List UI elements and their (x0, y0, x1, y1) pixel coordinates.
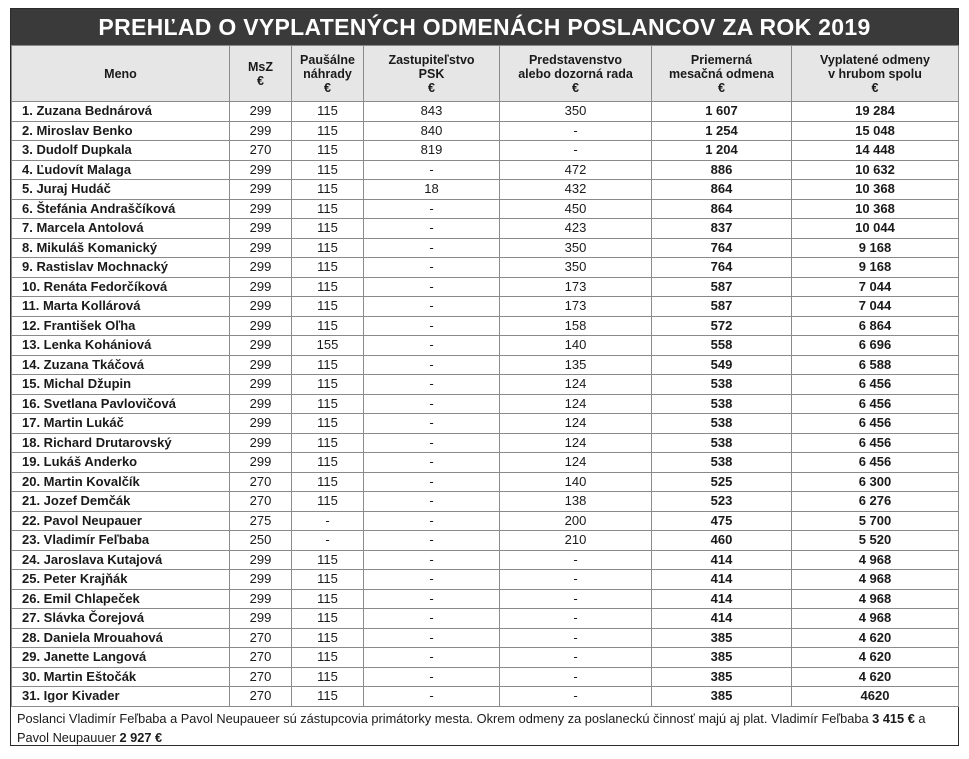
table-row (12, 531, 959, 551)
cell-psk: - (364, 531, 500, 551)
cell-psk: - (364, 297, 500, 317)
cell-pausalne: 115 (292, 238, 364, 258)
cell-name: 9. Rastislav Mochnacký (12, 258, 230, 278)
cell-priemerna: 538 (652, 394, 792, 414)
cell-psk: - (364, 355, 500, 375)
table-row (12, 336, 959, 356)
table-row (12, 394, 959, 414)
cell-pausalne: 115 (292, 297, 364, 317)
cell-priemerna: 385 (652, 667, 792, 687)
cell-spolu: 6 456 (792, 453, 959, 473)
header-line: € (257, 73, 264, 88)
cell-name: 11. Marta Kollárová (12, 297, 230, 317)
cell-predstavenstvo: 350 (500, 258, 652, 278)
cell-msz: 299 (230, 297, 292, 317)
cell-priemerna: 864 (652, 199, 792, 219)
table-row (12, 238, 959, 258)
cell-predstavenstvo: 350 (500, 102, 652, 122)
cell-spolu: 4 968 (792, 550, 959, 570)
table-row (12, 141, 959, 161)
header-msz (230, 46, 292, 102)
table-header-row (12, 46, 959, 102)
cell-psk: - (364, 238, 500, 258)
cell-priemerna: 385 (652, 687, 792, 707)
cell-priemerna: 475 (652, 511, 792, 531)
table-row (12, 628, 959, 648)
cell-msz: 275 (230, 511, 292, 531)
cell-pausalne: 115 (292, 102, 364, 122)
header-line: Vyplatené odmeny (820, 52, 930, 67)
cell-name: 6. Štefánia Andraščíková (12, 199, 230, 219)
cell-msz: 299 (230, 453, 292, 473)
cell-predstavenstvo: - (500, 550, 652, 570)
cell-pausalne: 115 (292, 570, 364, 590)
cell-name: 19. Lukáš Anderko (12, 453, 230, 473)
cell-psk: - (364, 160, 500, 180)
table-row (12, 297, 959, 317)
cell-psk: - (364, 219, 500, 239)
cell-priemerna: 1 204 (652, 141, 792, 161)
table-row (12, 375, 959, 395)
cell-psk: - (364, 667, 500, 687)
cell-predstavenstvo: - (500, 667, 652, 687)
cell-priemerna: 538 (652, 375, 792, 395)
cell-msz: 270 (230, 667, 292, 687)
cell-msz: 299 (230, 199, 292, 219)
cell-msz: 299 (230, 121, 292, 141)
cell-priemerna: 1 254 (652, 121, 792, 141)
table-row (12, 570, 959, 590)
table-row (12, 433, 959, 453)
cell-priemerna: 385 (652, 628, 792, 648)
cell-name: 26. Emil Chlapeček (12, 589, 230, 609)
cell-predstavenstvo: 432 (500, 180, 652, 200)
cell-name: 5. Juraj Hudáč (12, 180, 230, 200)
table-row (12, 219, 959, 239)
table-row (12, 550, 959, 570)
cell-priemerna: 385 (652, 648, 792, 668)
cell-spolu: 6 300 (792, 472, 959, 492)
cell-name: 16. Svetlana Pavlovičová (12, 394, 230, 414)
cell-priemerna: 1 607 (652, 102, 792, 122)
cell-predstavenstvo: - (500, 570, 652, 590)
cell-pausalne: 115 (292, 550, 364, 570)
cell-predstavenstvo: 173 (500, 277, 652, 297)
cell-spolu: 4 968 (792, 570, 959, 590)
cell-predstavenstvo: 140 (500, 472, 652, 492)
cell-msz: 270 (230, 492, 292, 512)
cell-predstavenstvo: 200 (500, 511, 652, 531)
table-row (12, 277, 959, 297)
cell-predstavenstvo: 210 (500, 531, 652, 551)
table-row (12, 121, 959, 141)
cell-name: 17. Martin Lukáč (12, 414, 230, 434)
cell-psk: - (364, 589, 500, 609)
cell-priemerna: 572 (652, 316, 792, 336)
cell-predstavenstvo: 472 (500, 160, 652, 180)
cell-pausalne: 115 (292, 667, 364, 687)
cell-priemerna: 538 (652, 453, 792, 473)
table-row (12, 687, 959, 707)
cell-psk: - (364, 336, 500, 356)
header-line: náhrady (303, 66, 352, 81)
header-line: € (871, 80, 879, 95)
table-row (12, 316, 959, 336)
cell-name: 14. Zuzana Tkáčová (12, 355, 230, 375)
cell-msz: 299 (230, 355, 292, 375)
table-row (12, 667, 959, 687)
cell-predstavenstvo: - (500, 121, 652, 141)
cell-priemerna: 525 (652, 472, 792, 492)
cell-msz: 299 (230, 219, 292, 239)
cell-name: 29. Janette Langová (12, 648, 230, 668)
cell-spolu: 9 168 (792, 238, 959, 258)
cell-pausalne: 115 (292, 492, 364, 512)
cell-priemerna: 414 (652, 550, 792, 570)
header-predstavenstvo (500, 46, 652, 102)
cell-msz: 299 (230, 375, 292, 395)
table-row (12, 492, 959, 512)
cell-spolu: 4620 (792, 687, 959, 707)
cell-msz: 270 (230, 687, 292, 707)
cell-priemerna: 837 (652, 219, 792, 239)
cell-pausalne: 115 (292, 648, 364, 668)
cell-msz: 299 (230, 238, 292, 258)
table-row (12, 472, 959, 492)
cell-pausalne: 115 (292, 628, 364, 648)
header-line: Predstavenstvo (528, 52, 623, 67)
header-line: Meno (104, 66, 137, 81)
header-line: mesačná odmena (669, 66, 774, 81)
cell-msz: 299 (230, 277, 292, 297)
cell-msz: 299 (230, 258, 292, 278)
cell-pausalne: 115 (292, 589, 364, 609)
cell-predstavenstvo: 173 (500, 297, 652, 317)
header-zastupitelstvo-psk (364, 46, 500, 102)
cell-msz: 299 (230, 316, 292, 336)
cell-pausalne: 115 (292, 394, 364, 414)
cell-psk: 18 (364, 180, 500, 200)
cell-name: 3. Dudolf Dupkala (12, 141, 230, 161)
cell-spolu: 6 456 (792, 414, 959, 434)
header-line: PSK (418, 66, 445, 81)
cell-priemerna: 764 (652, 258, 792, 278)
header-meno (12, 46, 230, 102)
cell-spolu: 19 284 (792, 102, 959, 122)
cell-name: 21. Jozef Demčák (12, 492, 230, 512)
footnote (11, 707, 958, 747)
cell-psk: - (364, 609, 500, 629)
cell-pausalne: 115 (292, 687, 364, 707)
cell-name: 20. Martin Kovalčík (12, 472, 230, 492)
cell-spolu: 6 696 (792, 336, 959, 356)
header-vyplatene-odmeny (792, 46, 959, 102)
cell-predstavenstvo: 124 (500, 375, 652, 395)
cell-msz: 299 (230, 609, 292, 629)
report-title: PREHĽAD O VYPLATENÝCH ODMENÁCH POSLANCOV ZA ROK 2019 (11, 9, 958, 45)
cell-psk: - (364, 550, 500, 570)
cell-priemerna: 414 (652, 609, 792, 629)
cell-spolu: 10 632 (792, 160, 959, 180)
cell-psk: - (364, 472, 500, 492)
cell-predstavenstvo: 423 (500, 219, 652, 239)
cell-psk: - (364, 414, 500, 434)
cell-msz: 270 (230, 472, 292, 492)
cell-name: 24. Jaroslava Kutajová (12, 550, 230, 570)
cell-priemerna: 538 (652, 414, 792, 434)
cell-name: 2. Miroslav Benko (12, 121, 230, 141)
cell-msz: 299 (230, 394, 292, 414)
cell-priemerna: 764 (652, 238, 792, 258)
cell-priemerna: 864 (652, 180, 792, 200)
cell-name: 1. Zuzana Bednárová (12, 102, 230, 122)
cell-predstavenstvo: 138 (500, 492, 652, 512)
cell-predstavenstvo: 124 (500, 394, 652, 414)
cell-psk: - (364, 687, 500, 707)
cell-pausalne: 115 (292, 141, 364, 161)
table-row (12, 511, 959, 531)
cell-predstavenstvo: 124 (500, 453, 652, 473)
footnote-text-1: Poslanci Vladimír Feľbaba a Pavol Neupaueer sú zástupcovia primátorky mesta. Okrem odmeny za poslaneckú činnosť majú aj plat. Vladimír Feľbaba (17, 710, 873, 726)
cell-spolu: 10 368 (792, 199, 959, 219)
header-line: € (572, 80, 579, 95)
cell-priemerna: 414 (652, 570, 792, 590)
cell-priemerna: 587 (652, 277, 792, 297)
cell-pausalne: 115 (292, 199, 364, 219)
cell-psk: - (364, 648, 500, 668)
cell-name: 18. Richard Drutarovský (12, 433, 230, 453)
cell-spolu: 15 048 (792, 121, 959, 141)
cell-priemerna: 538 (652, 433, 792, 453)
cell-msz: 299 (230, 550, 292, 570)
table-row (12, 355, 959, 375)
cell-msz: 299 (230, 160, 292, 180)
table-row (12, 180, 959, 200)
cell-pausalne: 115 (292, 609, 364, 629)
cell-msz: 299 (230, 570, 292, 590)
cell-psk: - (364, 511, 500, 531)
header-line: v hrubom spolu (828, 66, 922, 81)
cell-psk: - (364, 316, 500, 336)
cell-spolu: 5 520 (792, 531, 959, 551)
header-priemerna-odmena (652, 46, 792, 102)
header-line: alebo dozorná rada (518, 66, 633, 81)
cell-msz: 270 (230, 141, 292, 161)
cell-name: 30. Martin Eštočák (12, 667, 230, 687)
table-row (12, 160, 959, 180)
cell-spolu: 6 456 (792, 394, 959, 414)
cell-predstavenstvo: - (500, 628, 652, 648)
cell-predstavenstvo: 158 (500, 316, 652, 336)
report-frame (10, 8, 959, 746)
cell-predstavenstvo: - (500, 589, 652, 609)
cell-predstavenstvo: - (500, 687, 652, 707)
cell-name: 12. František Oľha (12, 316, 230, 336)
cell-pausalne: 115 (292, 180, 364, 200)
cell-spolu: 10 368 (792, 180, 959, 200)
cell-psk: - (364, 394, 500, 414)
cell-msz: 299 (230, 180, 292, 200)
cell-psk: - (364, 453, 500, 473)
cell-pausalne: 115 (292, 433, 364, 453)
cell-msz: 299 (230, 414, 292, 434)
cell-predstavenstvo: - (500, 609, 652, 629)
cell-spolu: 4 620 (792, 628, 959, 648)
footnote-amount-2: 2 927 € (119, 729, 163, 745)
cell-predstavenstvo: - (500, 648, 652, 668)
cell-spolu: 6 864 (792, 316, 959, 336)
cell-name: 10. Renáta Fedorčíková (12, 277, 230, 297)
cell-psk: - (364, 628, 500, 648)
cell-spolu: 14 448 (792, 141, 959, 161)
header-line: Priemerná (690, 52, 753, 67)
cell-priemerna: 587 (652, 297, 792, 317)
cell-pausalne: 115 (292, 375, 364, 395)
cell-pausalne: 115 (292, 160, 364, 180)
cell-msz: 270 (230, 628, 292, 648)
cell-priemerna: 549 (652, 355, 792, 375)
cell-psk: 819 (364, 141, 500, 161)
table-row (12, 648, 959, 668)
payments-table (11, 45, 959, 707)
table-row (12, 589, 959, 609)
cell-priemerna: 523 (652, 492, 792, 512)
cell-pausalne: 115 (292, 121, 364, 141)
footnote-amount-1: 3 415 € (872, 710, 915, 726)
cell-pausalne: - (292, 511, 364, 531)
cell-psk: - (364, 375, 500, 395)
cell-psk: 843 (364, 102, 500, 122)
cell-pausalne: 115 (292, 472, 364, 492)
header-line: Zastupiteľstvo (388, 52, 475, 67)
cell-name: 27. Slávka Čorejová (12, 609, 230, 629)
cell-name: 23. Vladimír Feľbaba (12, 531, 230, 551)
table-row (12, 199, 959, 219)
cell-spolu: 5 700 (792, 511, 959, 531)
cell-spolu: 6 588 (792, 355, 959, 375)
cell-msz: 299 (230, 102, 292, 122)
cell-name: 15. Michal Džupin (12, 375, 230, 395)
cell-predstavenstvo: 135 (500, 355, 652, 375)
table-row (12, 414, 959, 434)
cell-msz: 299 (230, 336, 292, 356)
cell-pausalne: 115 (292, 316, 364, 336)
cell-predstavenstvo: 450 (500, 199, 652, 219)
cell-pausalne: 115 (292, 219, 364, 239)
cell-predstavenstvo: 124 (500, 433, 652, 453)
cell-pausalne: 115 (292, 355, 364, 375)
cell-priemerna: 414 (652, 589, 792, 609)
table-row (12, 453, 959, 473)
cell-name: 13. Lenka Kohániová (12, 336, 230, 356)
header-line: € (428, 80, 435, 95)
cell-priemerna: 460 (652, 531, 792, 551)
cell-spolu: 4 968 (792, 609, 959, 629)
cell-psk: - (364, 258, 500, 278)
cell-psk: - (364, 277, 500, 297)
cell-name: 22. Pavol Neupauer (12, 511, 230, 531)
table-body (12, 102, 959, 707)
header-line: Paušálne (300, 52, 355, 67)
cell-priemerna: 558 (652, 336, 792, 356)
cell-msz: 299 (230, 589, 292, 609)
cell-msz: 250 (230, 531, 292, 551)
cell-priemerna: 886 (652, 160, 792, 180)
cell-predstavenstvo: 124 (500, 414, 652, 434)
cell-msz: 299 (230, 433, 292, 453)
cell-predstavenstvo: 140 (500, 336, 652, 356)
cell-name: 25. Peter Krajňák (12, 570, 230, 590)
cell-pausalne: - (292, 531, 364, 551)
header-line: MsZ (248, 59, 273, 74)
cell-spolu: 9 168 (792, 258, 959, 278)
footnote-text-2: a Pavol Neupauuer (17, 710, 926, 745)
cell-spolu: 6 456 (792, 375, 959, 395)
cell-name: 8. Mikuláš Komanický (12, 238, 230, 258)
cell-msz: 270 (230, 648, 292, 668)
cell-predstavenstvo: 350 (500, 238, 652, 258)
cell-psk: - (364, 199, 500, 219)
cell-psk: - (364, 492, 500, 512)
cell-spolu: 4 968 (792, 589, 959, 609)
cell-name: 31. Igor Kivader (12, 687, 230, 707)
header-pausalne-nahrady (292, 46, 364, 102)
cell-pausalne: 115 (292, 258, 364, 278)
cell-psk: - (364, 433, 500, 453)
cell-spolu: 7 044 (792, 277, 959, 297)
cell-spolu: 6 456 (792, 433, 959, 453)
table-row (12, 609, 959, 629)
cell-name: 7. Marcela Antolová (12, 219, 230, 239)
table-row (12, 258, 959, 278)
cell-spolu: 7 044 (792, 297, 959, 317)
header-line: € (324, 80, 331, 95)
cell-spolu: 4 620 (792, 648, 959, 668)
cell-psk: - (364, 570, 500, 590)
cell-name: 4. Ľudovít Malaga (12, 160, 230, 180)
cell-spolu: 10 044 (792, 219, 959, 239)
cell-predstavenstvo: - (500, 141, 652, 161)
cell-name: 28. Daniela Mrouahová (12, 628, 230, 648)
cell-spolu: 6 276 (792, 492, 959, 512)
header-line: € (718, 80, 725, 95)
cell-pausalne: 115 (292, 277, 364, 297)
table-row (12, 102, 959, 122)
cell-pausalne: 155 (292, 336, 364, 356)
cell-pausalne: 115 (292, 453, 364, 473)
cell-pausalne: 115 (292, 414, 364, 434)
cell-psk: 840 (364, 121, 500, 141)
cell-spolu: 4 620 (792, 667, 959, 687)
